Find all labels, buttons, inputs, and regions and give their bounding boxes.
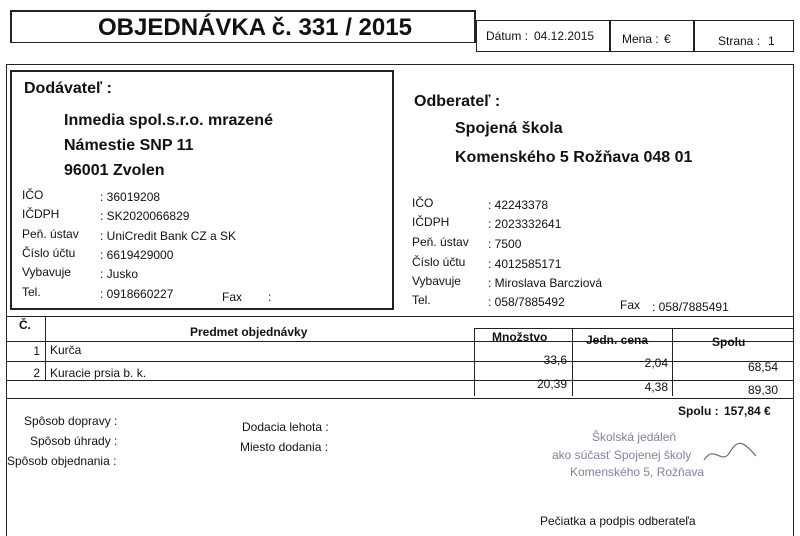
customer-icdph-label: IČDPH: [412, 215, 450, 229]
customer-tel-value: : 058/7885492: [488, 295, 565, 309]
table-row-no: 1: [33, 344, 40, 358]
supplier-heading: Dodávateľ :: [24, 80, 112, 97]
customer-address: Komenského 5 Rožňava 048 01: [455, 149, 693, 166]
customer-tel-label: Tel.: [412, 293, 431, 307]
table-col-divider: [572, 328, 573, 396]
table-row-unit: 4,38: [644, 380, 668, 394]
customer-contact-label: Vybavuje: [412, 274, 461, 288]
table-bottom-line: [6, 398, 794, 399]
supplier-icdph-value: : SK2020066829: [100, 209, 190, 223]
supplier-contact-label: Vybavuje: [22, 265, 71, 279]
table-row-qty: 20,39: [536, 377, 567, 391]
table-row-qty: 33,6: [543, 353, 567, 367]
col-header-qty: Množstvo: [492, 330, 548, 344]
table-row-total: 89,30: [747, 383, 778, 397]
table-row-line: [6, 380, 794, 381]
customer-ico-value: : 42243378: [488, 198, 549, 212]
customer-fax-label: Fax: [620, 298, 641, 312]
customer-bank-label: Peň. ústav: [412, 235, 469, 249]
delivery-place-label: Miesto dodania :: [240, 440, 329, 454]
page-value: 1: [768, 34, 775, 48]
customer-icdph-value: : 2023332641: [488, 217, 562, 231]
customer-heading: Odberateľ :: [414, 93, 501, 110]
shipping-label: Spôsob dopravy :: [24, 414, 118, 428]
date-value: 04.12.2015: [534, 29, 595, 43]
col-header-item: Predmet objednávky: [190, 325, 308, 339]
table-col-divider: [474, 328, 475, 396]
delivery-term-label: Dodacia lehota :: [242, 420, 329, 434]
supplier-ico-value: : 36019208: [100, 190, 161, 204]
table-header-bottom: [6, 341, 794, 342]
sum-label: Spolu :: [678, 404, 719, 418]
supplier-bank-value: : UniCredit Bank CZ a SK: [100, 229, 237, 243]
supplier-city: 96001 Zvolen: [64, 162, 165, 179]
col-header-no: Č.: [19, 318, 31, 332]
customer-bank-value: : 7500: [488, 237, 522, 251]
table-row-total: 68,54: [747, 360, 778, 374]
supplier-fax-label: Fax: [222, 290, 243, 304]
stamp-line3: Komenského 5, Rožňava: [570, 465, 705, 479]
customer-fax-value: : 058/7885491: [652, 300, 729, 314]
page-title: OBJEDNÁVKA č. 331 / 2015: [98, 14, 412, 41]
supplier-contact-value: : Jusko: [100, 267, 139, 281]
table-row-item: Kurča: [50, 343, 82, 357]
supplier-account-label: Číslo účtu: [22, 246, 76, 260]
supplier-tel-value: : 0918660227: [100, 287, 174, 301]
col-header-total: Spolu: [712, 335, 746, 349]
table-top-line: [6, 316, 794, 317]
table-col-divider: [672, 328, 673, 396]
customer-contact-value: : Miroslava Barcziová: [488, 276, 603, 290]
payment-label: Spôsob úhrady :: [30, 434, 118, 448]
supplier-tel-label: Tel.: [22, 285, 41, 299]
supplier-icdph-label: IČDPH: [22, 207, 60, 221]
supplier-fax-value: :: [268, 290, 272, 304]
currency-value: €: [664, 32, 671, 46]
order-method-label: Spôsob objednania :: [7, 454, 117, 468]
signature-label: Pečiatka a podpis odberateľa: [540, 514, 696, 528]
supplier-name: Inmedia spol.s.r.o. mrazené: [64, 112, 273, 129]
table-row-unit: 2,04: [644, 356, 668, 370]
date-label: Dátum :: [486, 29, 529, 43]
signature-scribble: [700, 438, 760, 468]
customer-ico-label: IČO: [412, 196, 434, 210]
supplier-bank-label: Peň. ústav: [22, 227, 79, 241]
supplier-ico-label: IČO: [22, 188, 44, 202]
table-header-line: [474, 328, 794, 329]
table-row-item: Kuracie prsia b. k.: [50, 366, 147, 380]
customer-name: Spojená škola: [455, 120, 563, 137]
customer-account-value: : 4012585171: [488, 257, 562, 271]
stamp-line2: ako súčasť Spojenej školy: [552, 448, 692, 462]
col-header-unit: Jedn. cena: [586, 333, 649, 347]
supplier-account-value: : 6619429000: [100, 248, 174, 262]
currency-label: Mena :: [622, 32, 659, 46]
sum-value: 157,84 €: [724, 404, 771, 418]
table-row-no: 2: [33, 366, 40, 380]
supplier-street: Námestie SNP 11: [64, 137, 194, 154]
page-label: Strana :: [718, 34, 761, 48]
customer-account-label: Číslo účtu: [412, 255, 466, 269]
stamp-line1: Školská jedáleň: [592, 430, 677, 444]
table-col-divider: [45, 316, 46, 380]
